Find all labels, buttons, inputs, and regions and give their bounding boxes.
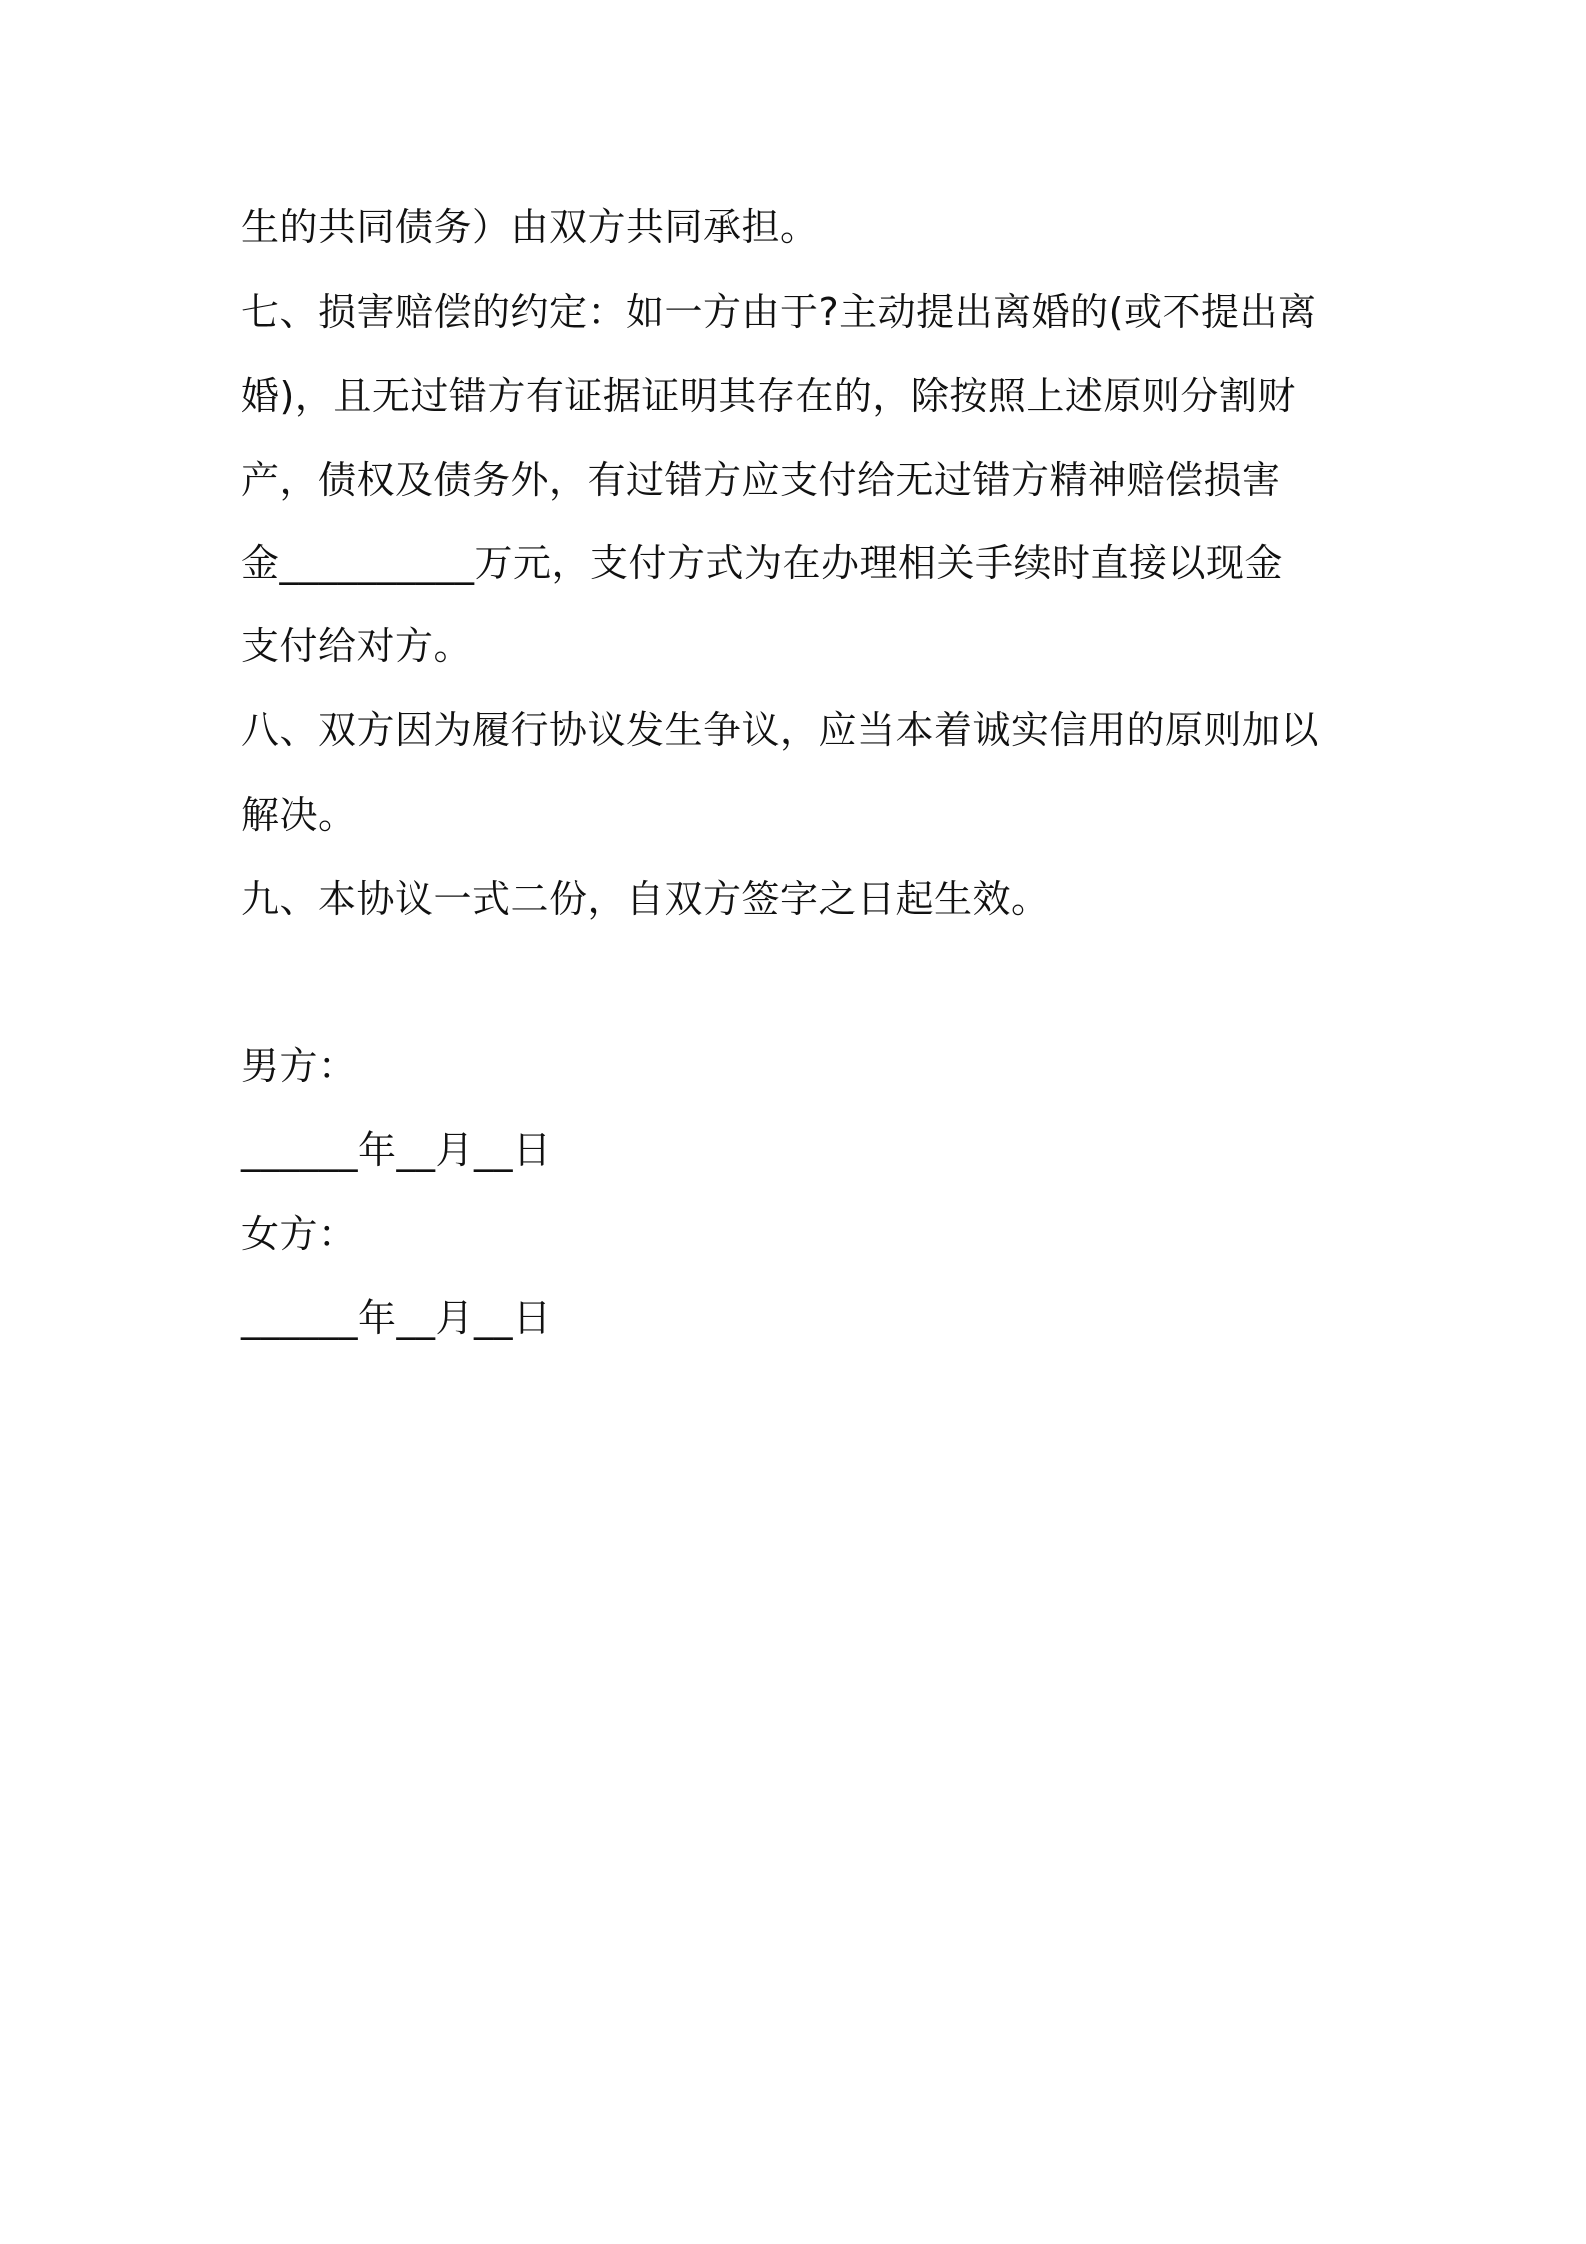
male-party-label: 男方： [241,1044,357,1088]
clause-7-line-4: 金__________万元，支付方式为在办理相关手续时直接以现金 [241,541,1284,585]
clause-6-continuation: 生的共同债务）由双方共同承担。 [241,205,819,249]
clause-8-line-2: 解决。 [241,793,357,837]
clause-7-line-2: 婚)，且无过错方有证据证明其存在的，除按照上述原则分割财 [241,374,1296,418]
female-party-date: ______年__月__日 [241,1296,552,1340]
male-party-date: ______年__月__日 [241,1128,552,1172]
clause-7-line-3: 产，债权及债务外，有过错方应支付给无过错方精神赔偿损害 [241,458,1281,502]
clause-9: 九、本协议一式二份，自双方签字之日起生效。 [241,877,1050,921]
clause-7-line-5: 支付给对方。 [241,624,473,668]
clause-8-line-1: 八、双方因为履行协议发生争议，应当本着诚实信用的原则加以 [241,708,1320,752]
clause-7-line-1: 七、损害赔偿的约定：如一方由于?主动提出离婚的(或不提出离 [241,290,1317,334]
female-party-label: 女方： [241,1212,357,1256]
